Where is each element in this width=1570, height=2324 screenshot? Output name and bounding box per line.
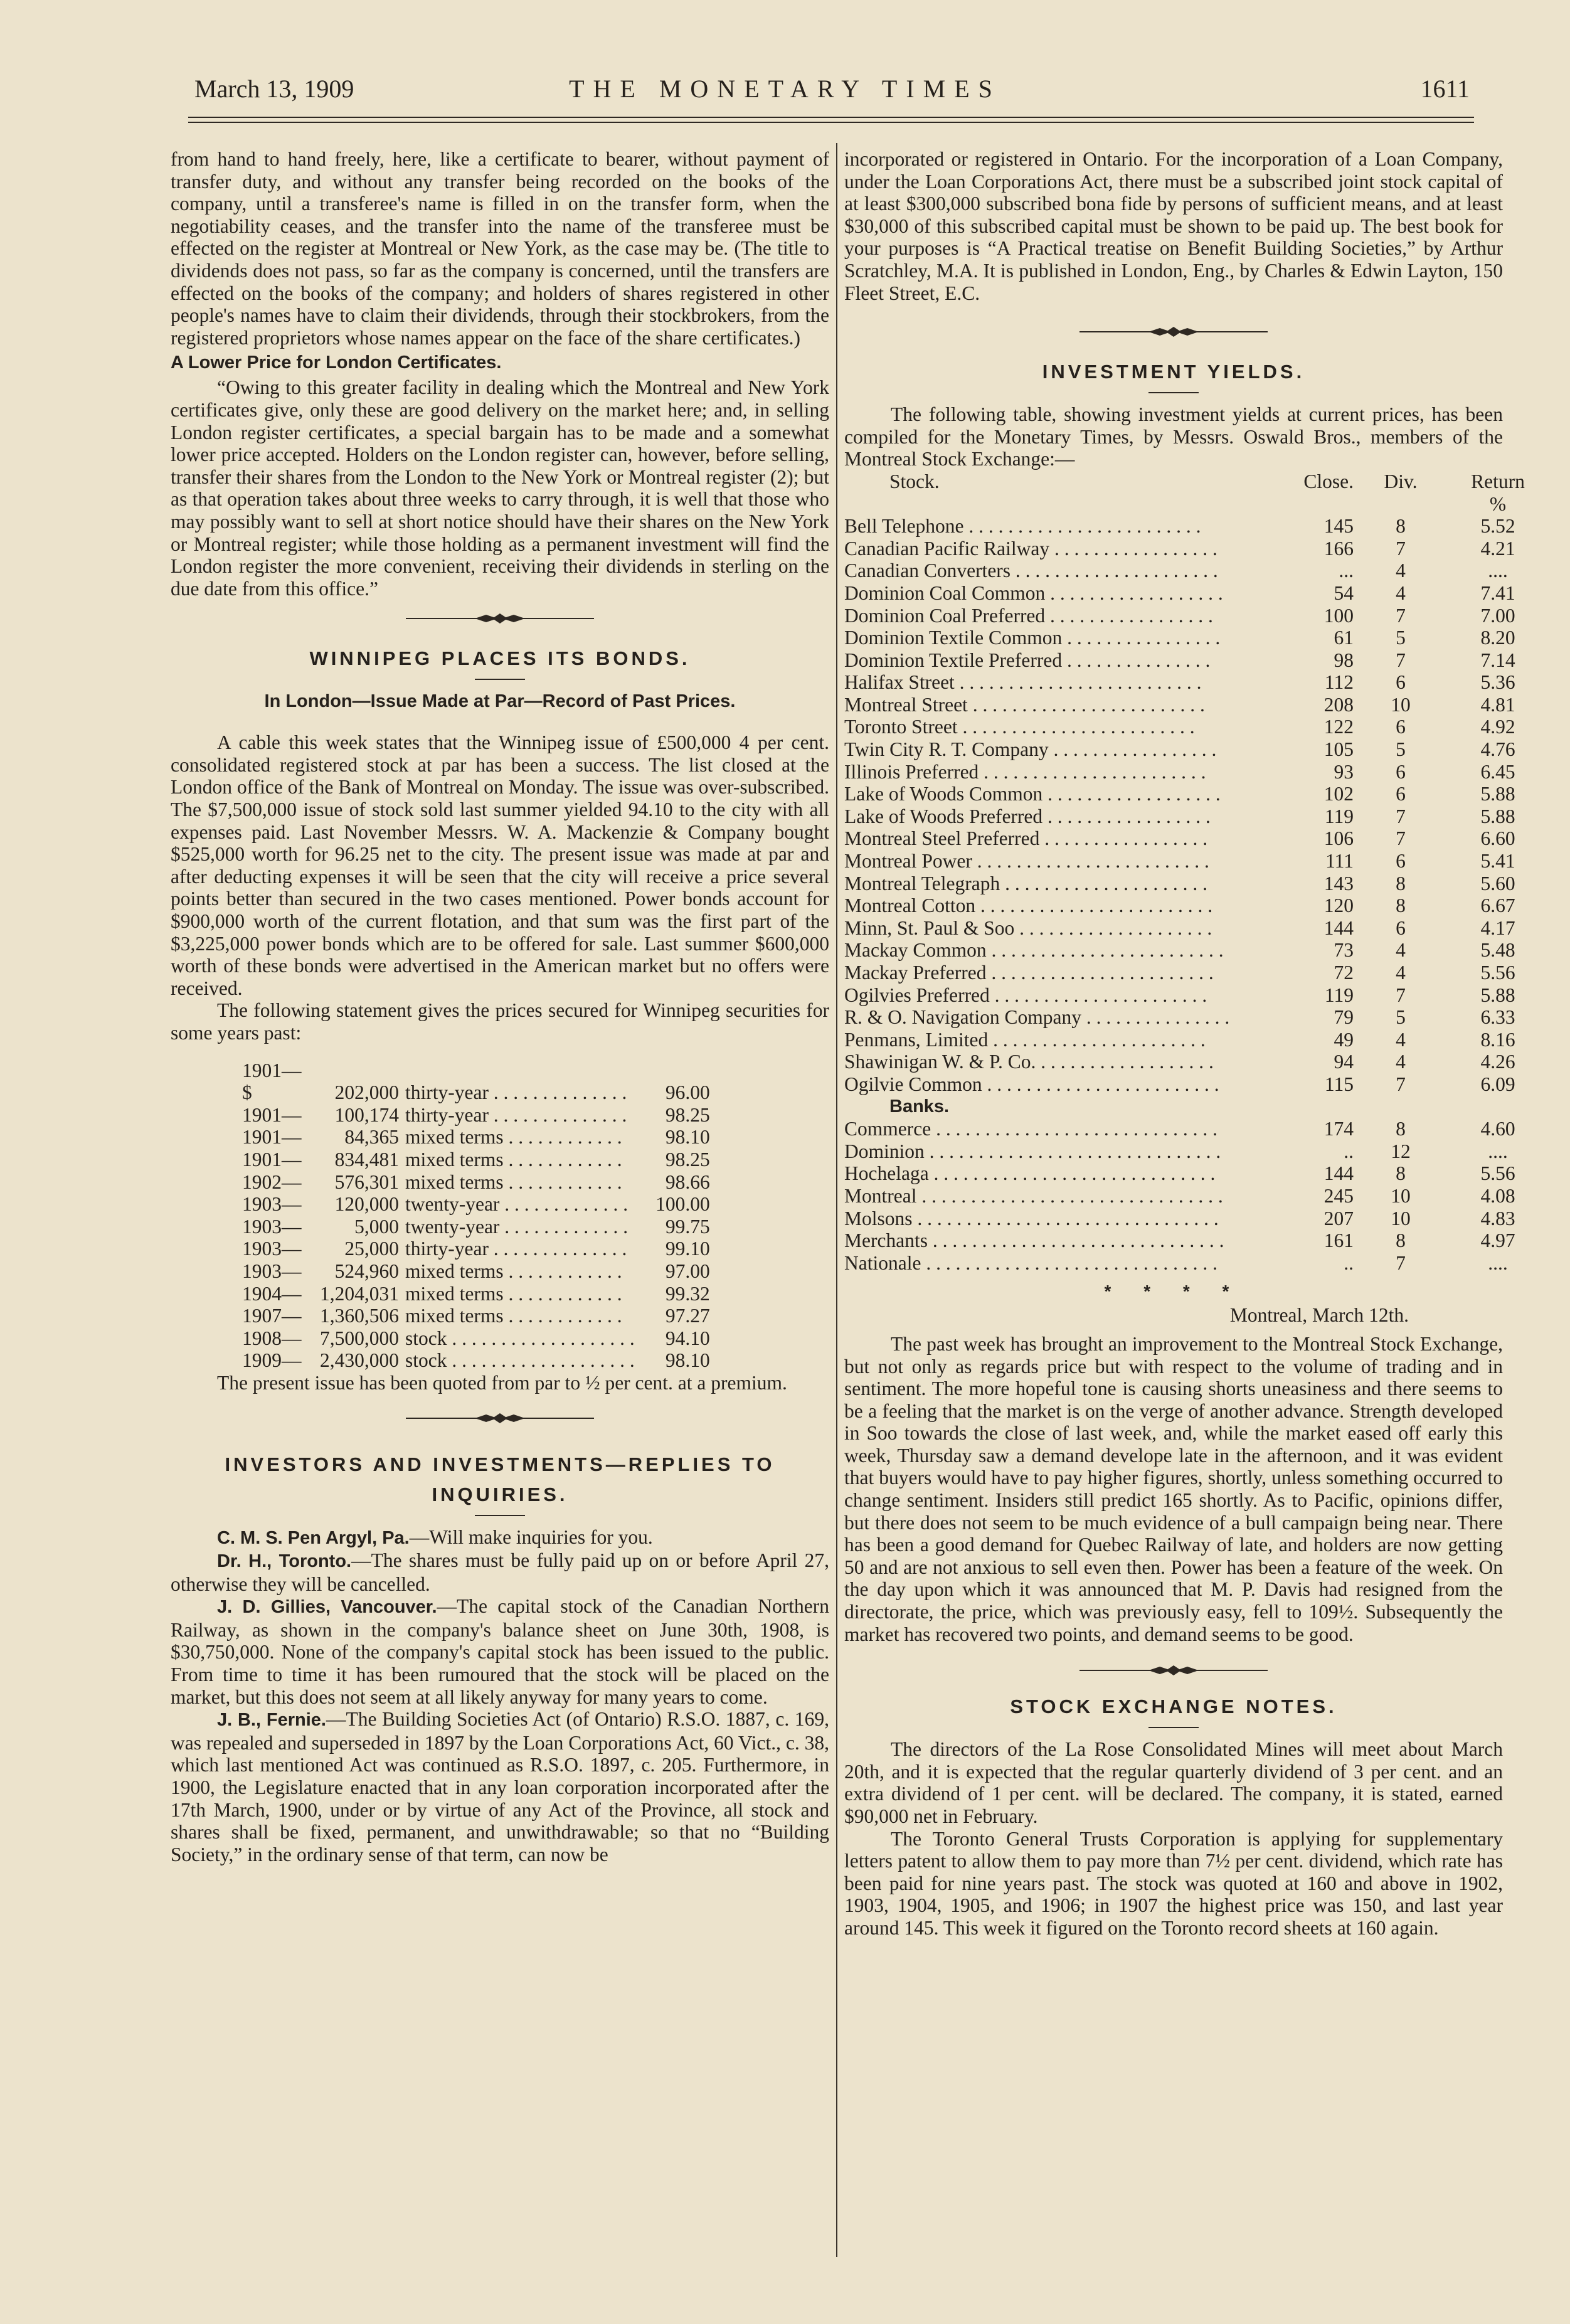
ornament-divider-icon	[1079, 326, 1268, 338]
section-stars: * * * *	[1104, 1281, 1243, 1302]
row-div: 4	[1396, 560, 1406, 582]
winnipeg-prices-table	[171, 1059, 710, 1372]
row-return: 4.76	[1480, 738, 1515, 761]
row-return: 5.88	[1480, 984, 1515, 1006]
reply-text: —The shares must be fully paid up on or before April 27, otherwise they will be cancelled.	[171, 1549, 829, 1595]
row-price: 97.00	[665, 1260, 710, 1282]
row-year: 1907—	[242, 1305, 302, 1327]
row-div: 4	[1396, 1028, 1406, 1051]
row-return: 5.41	[1480, 850, 1515, 873]
yields-table-row	[844, 1140, 1548, 1163]
yields-table-row	[844, 984, 1548, 1007]
row-return: 6.09	[1480, 1073, 1515, 1095]
row-close: 94	[1334, 1051, 1354, 1073]
row-stock-name: Montreal Cotton . . . . . . . . . . . . . . . . . . . . . . . .	[844, 894, 1213, 917]
row-div: 6	[1396, 850, 1406, 873]
yields-table-row	[844, 1073, 1548, 1096]
row-return: 5.36	[1480, 671, 1515, 694]
row-price: 98.25	[665, 1103, 710, 1126]
row-div: 10	[1391, 693, 1411, 716]
row-div: 10	[1391, 1207, 1411, 1229]
row-price: 96.00	[665, 1081, 710, 1104]
row-price: 97.27	[665, 1305, 710, 1327]
row-stock-name: Canadian Pacific Railway . . . . . . . . . . . . . . . . .	[844, 537, 1217, 560]
reply-text: —The Building Societies Act (of Ontario) R.S.O. 1887, c. 169, was repealed and superseded in 1897 by the Loan Corporations Act, 60 Vict., c. 38, which last mentioned Act was continued as R.S.O. 1897, c. 205. Furthermore, in 1900, the Legislature enacted that in any loan corporation incorporated after the 17th March, 1900, under or by virtue of any Act of the Province, all stock and shares shall be fixed, permanent, and unwithdrawable; so that no “Building Society,” in the ordinary sense of that term, can now be	[171, 1708, 829, 1865]
row-div: 6	[1396, 916, 1406, 939]
col-return-header	[1448, 470, 1548, 515]
row-div: 8	[1396, 515, 1406, 538]
column-divider	[836, 143, 837, 2257]
row-return: 5.52	[1480, 515, 1515, 538]
row-amount: 202,000	[334, 1081, 399, 1104]
winnipeg-subheading: In London—Issue Made at Par—Record of Past Prices.	[264, 691, 736, 712]
row-return: 5.88	[1480, 783, 1515, 805]
yields-table-row	[844, 1051, 1548, 1073]
winnipeg-heading: WINNIPEG PLACES ITS BONDS.	[309, 647, 691, 670]
row-return: 4.60	[1480, 1118, 1515, 1140]
row-close: 72	[1334, 962, 1354, 984]
row-return: 7.14	[1480, 649, 1515, 671]
row-close: 112	[1324, 671, 1354, 694]
row-return: 4.21	[1480, 537, 1515, 560]
row-close: 122	[1323, 716, 1354, 738]
ornament-divider-icon	[406, 612, 594, 625]
right-column	[844, 148, 1525, 1939]
row-amount: 524,960	[334, 1260, 399, 1282]
row-kind: mixed terms . . . . . . . . . . . .	[405, 1170, 622, 1193]
row-year: 1903—	[242, 1238, 302, 1260]
row-close: ..	[1344, 1251, 1354, 1274]
row-amount: 84,365	[344, 1126, 399, 1149]
row-stock-name: Halifax Street . . . . . . . . . . . . . . . . . . . . . . . . .	[844, 671, 1202, 694]
row-stock-name: R. & O. Navigation Company . . . . . . . . . . . . . . .	[844, 1006, 1230, 1029]
winnipeg-paragraph-3: The present issue has been quoted from par to ½ per cent. at a premium.	[217, 1371, 787, 1394]
row-close: 119	[1324, 984, 1354, 1006]
row-return: 7.00	[1480, 604, 1515, 627]
winnipeg-paragraph-1: A cable this week states that the Winnipeg issue of £500,000 4 per cent. consolidated registered stock at par has been a success. The list closed at the London office of the Bank of Montreal on Monday. The issue was over-subscribed. The $7,500,000 issue of stock sold last summer yielded 94.10 to the city with all expenses paid. Last November Messrs. W. A. Mackenzie & Company bought $525,000 worth for 96.25 net to the city. The present issue was made at par and after deducting expenses it will be seen that the city will receive a price several points better than secured in the two cases mentioned. Power bonds account for $900,000 worth of the current flotation, and that sum was the first part of the $3,225,000 power bonds which are to be offered for sale. Last summer $600,000 worth of these bonds were advertised in the American market but no offers were received.	[171, 731, 829, 999]
row-div: 10	[1391, 1184, 1411, 1207]
row-div: 8	[1396, 894, 1406, 917]
yields-table-row	[844, 917, 1548, 940]
row-year: 1903—	[242, 1260, 302, 1282]
row-return: ....	[1488, 1251, 1508, 1274]
col-return-label: Return	[1471, 470, 1525, 492]
row-price: 98.66	[665, 1170, 710, 1193]
row-return: 5.60	[1480, 872, 1515, 894]
row-stock-name: Canadian Converters . . . . . . . . . . . . . . . . . . . . .	[844, 560, 1218, 582]
row-price: 100.00	[655, 1193, 710, 1216]
yields-table-row	[844, 671, 1548, 694]
row-close: 73	[1334, 939, 1354, 962]
row-stock-name: Shawinigan W. & P. Co. . . . . . . . . . . . . . . . . . .	[844, 1051, 1214, 1073]
row-stock-name: Penmans, Limited . . . . . . . . . . . . . . . . . . . . . .	[844, 1028, 1206, 1051]
row-close: 145	[1323, 515, 1354, 538]
row-amount: 834,481	[334, 1148, 399, 1170]
reply-text: —The capital stock of the Canadian Northern Railway, as shown in the company's balance sheet on June 30th, 1908, is $30,750,000. None of the company's capital stock has been issued to the public. From time to time it has been rumoured that the stock will be placed on the market, but this does not seem at all likely anyway for many years to come.	[171, 1595, 829, 1708]
row-div: 7	[1396, 805, 1406, 827]
winnipeg-table-row	[171, 1059, 710, 1104]
row-year: 1909—	[242, 1349, 302, 1372]
row-close: 54	[1334, 581, 1354, 604]
row-div: 5	[1396, 1006, 1406, 1029]
investors-heading-line1: INVESTORS AND INVESTMENTS—REPLIES TO	[225, 1453, 775, 1475]
row-return: 4.17	[1480, 916, 1515, 939]
row-year: 1901—$	[242, 1059, 302, 1104]
row-div: 7	[1396, 604, 1406, 627]
header-rule-top	[188, 117, 1474, 118]
row-div: 8	[1396, 872, 1406, 894]
row-return: 6.67	[1480, 894, 1515, 917]
yields-table-row	[844, 783, 1548, 805]
row-return: ....	[1488, 1140, 1508, 1162]
col-close-header: Close.	[1303, 470, 1354, 492]
row-close: 119	[1324, 805, 1354, 827]
row-close: 208	[1323, 693, 1354, 716]
row-return: 5.56	[1480, 962, 1515, 984]
row-close: ...	[1339, 560, 1354, 582]
row-kind: thirty-year . . . . . . . . . . . . . .	[405, 1238, 627, 1260]
ornament-divider-icon	[1079, 1664, 1268, 1677]
row-price: 94.10	[665, 1327, 710, 1349]
row-amount: 5,000	[354, 1215, 399, 1238]
row-div: 7	[1396, 827, 1406, 850]
row-amount: 576,301	[334, 1170, 399, 1193]
row-stock-name: Bell Telephone . . . . . . . . . . . . . . . . . . . . . . . .	[844, 515, 1201, 538]
header-date: March 13, 1909	[194, 75, 354, 103]
row-kind: stock . . . . . . . . . . . . . . . . . . .	[405, 1349, 635, 1372]
row-close: 174	[1323, 1118, 1354, 1140]
reply-text: —Will make inquiries for you.	[409, 1525, 653, 1548]
row-year: 1901—	[242, 1148, 302, 1170]
yields-table-row	[844, 738, 1548, 761]
winnipeg-table-row	[171, 1104, 710, 1127]
yields-table-row	[844, 1185, 1548, 1207]
yields-table-row	[844, 716, 1548, 738]
row-price: 98.25	[665, 1148, 710, 1170]
row-close: 161	[1323, 1229, 1354, 1252]
row-div: 7	[1396, 1251, 1406, 1274]
winnipeg-table-row	[171, 1216, 710, 1238]
row-close: 144	[1323, 1162, 1354, 1185]
header-rule-bottom	[188, 122, 1474, 123]
investors-short-rule	[475, 1515, 525, 1516]
row-div: 7	[1396, 1073, 1406, 1095]
banks-label: Banks.	[889, 1096, 950, 1117]
row-return: 6.45	[1480, 760, 1515, 783]
row-div: 5	[1396, 627, 1406, 649]
row-close: 207	[1323, 1207, 1354, 1229]
winnipeg-table-row	[171, 1349, 710, 1372]
row-return: 5.56	[1480, 1162, 1515, 1185]
winnipeg-table-row	[171, 1126, 710, 1149]
row-stock-name: Dominion . . . . . . . . . . . . . . . . . . . . . . . . . . . . . .	[844, 1140, 1221, 1162]
row-stock-name: Dominion Textile Common . . . . . . . . . . . . . . . .	[844, 627, 1221, 649]
row-return: 4.83	[1480, 1207, 1515, 1229]
yields-table-row	[844, 515, 1548, 538]
row-div: 12	[1391, 1140, 1411, 1162]
row-year: 1903—	[242, 1193, 302, 1216]
row-return: 6.33	[1480, 1006, 1515, 1029]
banks-label-row	[844, 1096, 1548, 1118]
row-div: 7	[1396, 649, 1406, 671]
winnipeg-short-rule	[475, 679, 525, 680]
lower-price-heading: A Lower Price for London Certificates.	[171, 353, 502, 373]
row-return: 4.81	[1480, 693, 1515, 716]
row-close: 79	[1334, 1006, 1354, 1029]
row-stock-name: Lake of Woods Common . . . . . . . . . . . . . . . . . .	[844, 783, 1221, 805]
yields-table-row	[844, 1006, 1548, 1029]
reply-name: J. D. Gillies, Vancouver.	[217, 1597, 437, 1618]
row-close: ..	[1344, 1140, 1354, 1162]
yields-heading: INVESTMENT YIELDS.	[1042, 361, 1305, 383]
row-kind: mixed terms . . . . . . . . . . . .	[405, 1148, 622, 1170]
winnipeg-table-row	[171, 1327, 710, 1350]
header-page-number: 1611	[1420, 75, 1470, 103]
yields-table-row	[844, 1207, 1548, 1230]
lower-price-paragraph: “Owing to this greater facility in dealing which the Montreal and New York certificates give, only these are good delivery on the market here; and, in selling London register certificates, a special bargain has to be made and a somewhat lower price accepted. Holders on the London register can, however, before selling, transfer their shares from the London to the New York or Montreal register (2); but as that operation takes about three weeks to carry through, it is well that those who may possibly want to sell at short notice should have their shares on the New York or Montreal register; while those holding as a permanent investment will find the London register the more convenient, receiving their dividends in sterling on the due date from this office.”	[171, 376, 829, 600]
col-div-header: Div.	[1384, 470, 1418, 492]
yields-table-row	[844, 694, 1548, 716]
row-div: 6	[1396, 783, 1406, 805]
row-return: ....	[1488, 560, 1508, 582]
ornament-divider-icon	[406, 1412, 594, 1425]
winnipeg-table-row	[171, 1171, 710, 1194]
row-close: 105	[1323, 738, 1354, 761]
yields-table-row	[844, 962, 1548, 984]
row-close: 144	[1323, 916, 1354, 939]
row-amount: 100,174	[334, 1103, 399, 1126]
row-div: 5	[1396, 738, 1406, 761]
row-div: 7	[1396, 984, 1406, 1006]
yields-table-row	[844, 939, 1548, 962]
row-kind: mixed terms . . . . . . . . . . . .	[405, 1260, 622, 1282]
row-year: 1903—	[242, 1215, 302, 1238]
row-stock-name: Montreal Steel Preferred . . . . . . . . . . . . . . . . .	[844, 827, 1208, 850]
stock-exchange-paragraph-2: The Toronto General Trusts Corporation is applying for supplementary letters patent to allow them to pay more than 7½ per cent. dividend, which rate has been paid for nine years past. The stock was quoted at 160 and above in 1902, 1903, 1904, 1905, and 1906; in 1907 the highest price was 150, and last year around 145. This week it figured on the Toronto record sheets at 160 again.	[844, 1827, 1503, 1939]
row-stock-name: Toronto Street . . . . . . . . . . . . . . . . . . . . . . . .	[844, 716, 1195, 738]
row-amount: 120,000	[334, 1193, 399, 1216]
row-div: 4	[1396, 962, 1406, 984]
row-year: 1904—	[242, 1282, 302, 1305]
row-price: 98.10	[665, 1349, 710, 1372]
yields-table-row	[844, 605, 1548, 627]
yields-table-row	[844, 894, 1548, 917]
stock-exchange-paragraph-1: The directors of the La Rose Consolidated Mines will meet about March 20th, and it is expected that the regular quarterly dividend of 3 per cent. and an extra dividend of 1 per cent. will be declared. The company, it is stated, earned $90,000 net in February.	[844, 1738, 1503, 1827]
winnipeg-table-row	[171, 1283, 710, 1305]
row-return: 4.97	[1480, 1229, 1515, 1252]
row-price: 99.75	[665, 1215, 710, 1238]
row-kind: twenty-year . . . . . . . . . . . . .	[405, 1193, 629, 1216]
row-stock-name: Montreal Telegraph . . . . . . . . . . . . . . . . . . . . .	[844, 872, 1207, 894]
col-return-percent: %	[1489, 492, 1507, 515]
row-close: 61	[1334, 627, 1354, 649]
row-close: 93	[1334, 760, 1354, 783]
row-stock-name: Commerce . . . . . . . . . . . . . . . . . . . . . . . . . . . . .	[844, 1118, 1217, 1140]
row-return: 4.92	[1480, 716, 1515, 738]
stock-exchange-short-rule	[1148, 1727, 1199, 1728]
row-div: 6	[1396, 716, 1406, 738]
reply-item	[171, 1526, 829, 1550]
row-return: 4.26	[1480, 1051, 1515, 1073]
winnipeg-table-row	[171, 1238, 710, 1260]
row-kind: thirty-year . . . . . . . . . . . . . .	[405, 1103, 627, 1126]
row-stock-name: Twin City R. T. Company . . . . . . . . . . . . . . . . .	[844, 738, 1217, 761]
yields-table-row	[844, 850, 1548, 873]
row-kind: thirty-year . . . . . . . . . . . . . .	[405, 1081, 627, 1104]
row-div: 7	[1396, 537, 1406, 560]
row-amount: 2,430,000	[320, 1349, 399, 1372]
row-close: 143	[1323, 872, 1354, 894]
row-return: 5.48	[1480, 939, 1515, 962]
row-price: 99.10	[665, 1238, 710, 1260]
yields-table-row	[844, 1029, 1548, 1051]
row-stock-name: Ogilvies Preferred . . . . . . . . . . . . . . . . . . . . . .	[844, 984, 1207, 1006]
row-stock-name: Hochelaga . . . . . . . . . . . . . . . . . . . . . . . . . . . . .	[844, 1162, 1216, 1185]
row-stock-name: Nationale . . . . . . . . . . . . . . . . . . . . . . . . . . . . . .	[844, 1251, 1217, 1274]
row-close: 115	[1324, 1073, 1354, 1095]
row-amount: 1,360,506	[320, 1305, 399, 1327]
row-return: 5.88	[1480, 805, 1515, 827]
market-dateline: Montreal, March 12th.	[1229, 1304, 1409, 1327]
winnipeg-table-row	[171, 1305, 710, 1327]
row-close: 245	[1323, 1184, 1354, 1207]
yields-table-row	[844, 761, 1548, 783]
row-amount: 7,500,000	[320, 1327, 399, 1349]
reply-name: Dr. H., Toronto.	[217, 1551, 352, 1572]
yields-table-row	[844, 1162, 1548, 1185]
row-year: 1901—	[242, 1103, 302, 1126]
yields-short-rule	[1148, 392, 1199, 393]
row-stock-name: Montreal Power . . . . . . . . . . . . . . . . . . . . . . . .	[844, 850, 1209, 873]
row-close: 166	[1323, 537, 1354, 560]
col-stock-header: Stock.	[889, 470, 940, 492]
reply-item	[171, 1708, 829, 1865]
row-kind: mixed terms . . . . . . . . . . . .	[405, 1126, 622, 1149]
row-stock-name: Dominion Coal Common . . . . . . . . . . . . . . . . . .	[844, 581, 1223, 604]
yields-table-row	[844, 627, 1548, 649]
yields-table-row	[844, 649, 1548, 672]
row-year: 1901—	[242, 1126, 302, 1149]
row-close: 120	[1323, 894, 1354, 917]
row-return: 8.20	[1480, 627, 1515, 649]
row-stock-name: Montreal Street . . . . . . . . . . . . . . . . . . . . . . . .	[844, 693, 1205, 716]
row-div: 6	[1396, 760, 1406, 783]
yields-intro: The following table, showing investment yields at current prices, has been compiled for the Monetary Times, by Messrs. Oswald Bros., members of the Montreal Stock Exchange:—	[844, 403, 1503, 470]
row-stock-name: Mackay Common . . . . . . . . . . . . . . . . . . . . . . . .	[844, 939, 1224, 962]
row-stock-name: Merchants . . . . . . . . . . . . . . . . . . . . . . . . . . . . . .	[844, 1229, 1224, 1252]
yields-table-row	[844, 873, 1548, 895]
yields-table-row	[844, 1252, 1548, 1275]
row-div: 6	[1396, 671, 1406, 694]
row-div: 8	[1396, 1229, 1406, 1252]
intro-paragraph: from hand to hand freely, here, like a certificate to bearer, without payment of transfer duty, and without any transfer being recorded on the books of the company, until a transferee's name is filled in on the transfer form, when the negotiability ceases, and the transfer into the name of the transferee must be effected on the register at Montreal or New York, as the case may be. (The title to dividends does not pass, so far as the company is concerned, until the transfers are effected on the books of the company; and holders of shares registered in other people's names have to claim their dividends, through their stockbrokers, from the registered proprietors whose names appear on the face of the share certificates.)	[171, 148, 829, 349]
row-stock-name: Minn, St. Paul & Soo . . . . . . . . . . . . . . . . . . . .	[844, 916, 1212, 939]
row-stock-name: Mackay Preferred . . . . . . . . . . . . . . . . . . . . . . .	[844, 962, 1214, 984]
row-stock-name: Dominion Coal Preferred . . . . . . . . . . . . . . . . .	[844, 604, 1213, 627]
continuation-paragraph: incorporated or registered in Ontario. For the incorporation of a Loan Company, under the Loan Corporations Act, there must be a subscribed joint stock capital of at least $300,000 subscribed bona fide by persons of sufficient means, and at least $30,000 of this subscribed capital must be shown to be paid up. The best book for your purposes is “A Practical treatise on Benefit Building Societies,” by Arthur Scratchley, M.A. It is published in London, Eng., by Charles & Edwin Layton, 150 Fleet Street, E.C.	[844, 148, 1503, 304]
investment-yields-table	[844, 470, 1548, 1274]
yields-table-row	[844, 1229, 1548, 1252]
yields-table-row	[844, 805, 1548, 828]
row-close: 100	[1323, 604, 1354, 627]
winnipeg-table-row	[171, 1149, 710, 1171]
yields-table-row	[844, 582, 1548, 605]
row-return: 8.16	[1480, 1028, 1515, 1051]
market-paragraph: The past week has brought an improvement to the Montreal Stock Exchange, but not only as regards price but with respect to the volume of trading and in sentiment. The more hopeful tone is causing shorts uneasiness and there seems to be a feeling that the market is on the verge of another advance. Strength developed in Soo towards the close of last week, and, while the market eased off early this week, Thursday saw a demand develope late in the afternoon, and it was evident that buyers would have to pay higher figures, shortly, unless something occurred to change sentiment. Insiders still predict 165 shortly. As to Pacific, opinions differ, but there does not seem to be much evidence of a bull campaign being near. There has been a good demand for Quebec Railway of late, and holders are now getting 50 and are not anxious to sell even then. Power has been a feature of the week. On the day upon which it was announced that M. P. Davis had resigned from the directorate, the price, which was previously easy, fell to 109½. Subsequently the market has recovered two points, and demand seems to be good.	[844, 1332, 1503, 1645]
left-column	[171, 148, 829, 1865]
yields-table-row	[844, 560, 1548, 582]
row-div: 8	[1396, 1162, 1406, 1185]
row-div: 4	[1396, 1051, 1406, 1073]
row-close: 102	[1323, 783, 1354, 805]
row-kind: mixed terms . . . . . . . . . . . .	[405, 1305, 622, 1327]
row-div: 4	[1396, 939, 1406, 962]
yields-table-row	[844, 827, 1548, 850]
row-kind: twenty-year . . . . . . . . . . . . .	[405, 1215, 629, 1238]
investors-heading-line2: INQUIRIES.	[432, 1483, 568, 1505]
row-stock-name: Illinois Preferred . . . . . . . . . . . . . . . . . . . . . . .	[844, 760, 1206, 783]
row-kind: mixed terms . . . . . . . . . . . .	[405, 1282, 622, 1305]
row-price: 98.10	[665, 1126, 710, 1149]
row-return: 6.60	[1480, 827, 1515, 850]
row-close: 106	[1323, 827, 1354, 850]
row-year: 1902—	[242, 1170, 302, 1193]
row-close: 111	[1325, 850, 1354, 873]
row-stock-name: Montreal . . . . . . . . . . . . . . . . . . . . . . . . . . . . . . .	[844, 1184, 1223, 1207]
yields-table-header	[844, 470, 1548, 515]
row-stock-name: Ogilvie Common . . . . . . . . . . . . . . . . . . . . . . . .	[844, 1073, 1219, 1095]
header-title: THE MONETARY TIMES	[569, 75, 1001, 103]
row-kind: stock . . . . . . . . . . . . . . . . . . .	[405, 1327, 635, 1349]
row-stock-name: Molsons . . . . . . . . . . . . . . . . . . . . . . . . . . . . . . .	[844, 1207, 1219, 1229]
winnipeg-paragraph-2: The following statement gives the prices secured for Winnipeg securities for some years past:	[171, 999, 829, 1044]
row-return: 7.41	[1480, 581, 1515, 604]
row-year: 1908—	[242, 1327, 302, 1349]
row-amount: 25,000	[344, 1238, 399, 1260]
yields-table-row	[844, 538, 1548, 560]
row-close: 98	[1334, 649, 1354, 671]
reply-name: J. B., Fernie.	[217, 1710, 326, 1731]
yields-table-row	[844, 1118, 1548, 1140]
winnipeg-table-row	[171, 1260, 710, 1283]
reply-item	[171, 1549, 829, 1595]
row-price: 99.32	[665, 1282, 710, 1305]
reply-item	[171, 1595, 829, 1708]
row-div: 4	[1396, 581, 1406, 604]
row-amount: 1,204,031	[320, 1282, 399, 1305]
row-div: 8	[1396, 1118, 1406, 1140]
row-stock-name: Lake of Woods Preferred . . . . . . . . . . . . . . . . .	[844, 805, 1211, 827]
row-close: 49	[1334, 1028, 1354, 1051]
stock-exchange-heading: STOCK EXCHANGE NOTES.	[1010, 1695, 1337, 1718]
winnipeg-table-row	[171, 1193, 710, 1216]
row-stock-name: Dominion Textile Preferred . . . . . . . . . . . . . . .	[844, 649, 1211, 671]
row-return: 4.08	[1480, 1184, 1515, 1207]
reply-name: C. M. S. Pen Argyl, Pa.	[217, 1527, 410, 1548]
